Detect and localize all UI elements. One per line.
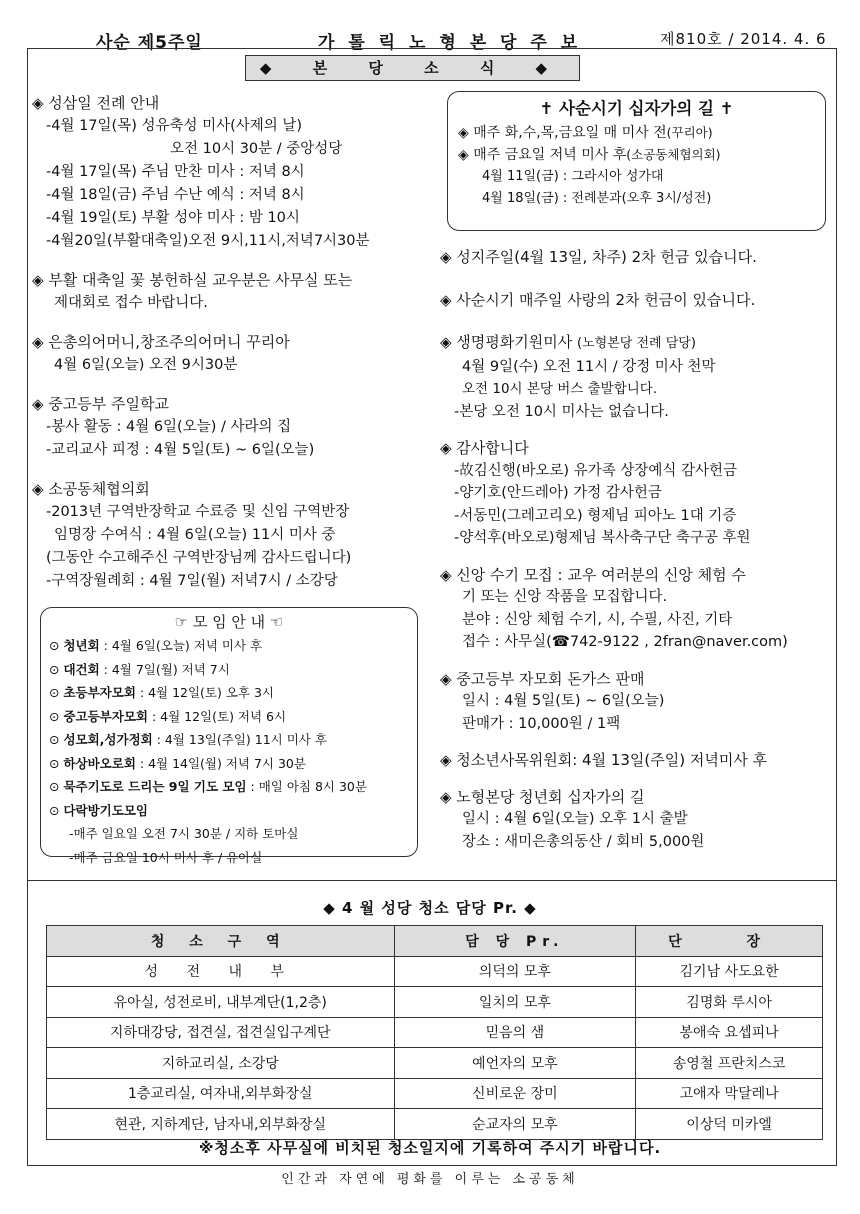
community-section (32, 478, 432, 593)
left-column (32, 92, 432, 593)
table-row (47, 956, 823, 987)
table-cell: 믿음의 샘 (394, 1017, 636, 1048)
meeting-detail: : 4월 7일(월) 저녁 7시 (99, 661, 230, 677)
table-cell: 송영철 프란치스코 (636, 1048, 823, 1079)
meeting-detail: : 4월 14일(월) 저녁 7시 30분 (135, 755, 306, 771)
cutlet-sale-section (440, 668, 835, 736)
community-line: -2013년 구역반장학교 수료증 및 신임 구역반장 (46, 504, 350, 520)
youth-cross-line: 일시 : 4월 6일(오늘) 오후 1시 출발 (462, 811, 688, 827)
meeting-detail: : 4월 12일(토) 저녁 6시 (147, 708, 287, 724)
table-cell: 고애자 막달레나 (636, 1078, 823, 1109)
peace-mass-title: ◈ 생명평화기원미사 (노형본당 전례 담당) (440, 333, 696, 351)
peace-mass-section (440, 331, 835, 423)
table-cell: 1층교리실, 여자내,외부화장실 (47, 1078, 395, 1109)
rosary-line: 4월 6일(오늘) 오전 9시30분 (54, 357, 238, 373)
community-line: 임명장 수여식 : 4월 6일(오늘) 11시 미사 중 (54, 527, 336, 543)
meeting-detail: : 4월 13일(주일) 11시 미사 후 (152, 732, 327, 747)
meeting-item: ⊙ 청년회 : 4월 6일(오늘) 저녁 미사 후 (49, 638, 263, 653)
meeting-name: 대건회 (63, 661, 100, 677)
cleaning-table (46, 925, 823, 1140)
footer-motto: 인간과 자연에 평화를 이루는 소공동체 (281, 1172, 579, 1187)
table-cell: 봉애숙 요셉피나 (636, 1017, 823, 1048)
meeting-item: ⊙ 대건회 : 4월 7일(월) 저녁 7시 (49, 661, 230, 677)
table-cell: 김명화 루시아 (636, 987, 823, 1018)
thanks-title: ◈ 감사합니다 (440, 439, 529, 457)
sundayschool-section (32, 393, 432, 462)
triduum-section (32, 92, 432, 253)
meeting-name: 다락방기도모임 (63, 802, 148, 818)
meeting-name: 중고등부자모회 (63, 708, 148, 724)
column-header: 청 소 구 역 (47, 926, 395, 957)
cutlet-sale-line: 일시 : 4월 5일(토) ~ 6일(오늘) (462, 693, 665, 709)
table-cell: 성 전 내 부 (47, 956, 395, 987)
lent-collection-notice: ◈ 사순시기 매주일 사랑의 2차 헌금이 있습니다. (440, 290, 756, 309)
essay-line: 접수 : 사무실(☎742-9122 , 2fran@naver.com) (462, 634, 788, 650)
week-label: 사순 제5주일 (96, 33, 203, 53)
meeting-item: ⊙ 하상바오로회 : 4월 14일(월) 저녁 7시 30분 (49, 755, 306, 771)
cutlet-sale-title: ◈ 중고등부 자모회 돈가스 판매 (440, 669, 645, 688)
flowers-title: ◈ 부활 대축일 꽃 봉헌하실 교우분은 사무실 또는 (32, 271, 353, 289)
table-row (47, 1017, 823, 1048)
meetings-box (40, 607, 418, 865)
lent-line: ◈ 매주 화,수,목,금요일 매 미사 전(꾸리아) (458, 125, 713, 141)
table-cell: 김기남 사도요한 (636, 956, 823, 987)
lent-line: ◈ 매주 금요일 저녁 미사 후(소공동체협의회) (458, 147, 721, 163)
table-cell: 유아실, 성전로비, 내부계단(1,2층) (47, 987, 395, 1018)
sundayschool-line: -교리교사 피정 : 4월 5일(토) ~ 6일(오늘) (46, 442, 315, 458)
column-header: 담 당 Pr. (394, 926, 636, 957)
triduum-line: -4월 17일(목) 성유축성 미사(사제의 날) (46, 118, 303, 134)
lent-box-title: ✝ 사순시기 십자가의 길 ✝ (539, 99, 734, 118)
youth-cross-section (440, 786, 835, 854)
meeting-name: 초등부자모회 (63, 685, 136, 700)
community-line: (그동안 수고해주신 구역반장님께 감사드립니다) (46, 550, 352, 566)
section-divider (27, 880, 837, 881)
peace-mass-line: -본당 오전 10시 미사는 없습니다. (454, 403, 669, 420)
table-cell: 순교자의 모후 (394, 1109, 636, 1140)
palm-sunday-notice: ◈ 성지주일(4월 13일, 차주) 2차 헌금 있습니다. (440, 248, 757, 266)
triduum-line: -4월 17일(목) 주님 만찬 미사 : 저녁 8시 (46, 164, 305, 180)
peace-mass-line: 오전 10시 본당 버스 출발합니다. (462, 381, 658, 397)
table-row (47, 1109, 823, 1140)
meeting-item: ⊙ 성모회,성가정회 : 4월 13일(주일) 11시 미사 후 (49, 732, 327, 747)
sundayschool-title: ◈ 중고등부 주일학교 (32, 395, 169, 413)
essay-line: 기 또는 신앙 작품을 모집합니다. (462, 589, 668, 605)
meeting-name: 청년회 (63, 638, 100, 653)
cleaning-title: ◆ 4 월 성당 청소 담당 Pr. ◆ (323, 899, 537, 917)
table-cell: 예언자의 모후 (394, 1048, 636, 1079)
table-cell: 지하교리실, 소강당 (47, 1048, 395, 1079)
cleaning-note: ※청소후 사무실에 비치된 청소일지에 기록하여 주시기 바랍니다. (198, 1139, 662, 1157)
right-column (440, 246, 835, 853)
youth-committee-notice: ◈ 청소년사목위원회: 4월 13일(주일) 저녁미사 후 (440, 751, 768, 769)
thanks-line: -故김신행(바오로) 유가족 상장예식 감사헌금 (454, 462, 737, 479)
peace-mass-line: 4월 9일(수) 오전 11시 / 강정 미사 천막 (462, 358, 716, 375)
meeting-detail: : 4월 6일(오늘) 저녁 미사 후 (99, 638, 263, 653)
table-cell: 신비로운 장미 (394, 1078, 636, 1109)
bulletin-title: 가 톨 릭 노 형 본 당 주 보 (318, 33, 582, 53)
thanks-line: -양기호(안드레아) 가정 감사헌금 (454, 485, 662, 501)
table-header-row (47, 926, 823, 957)
thanks-line: -양석후(바오로)형제님 복사축구단 축구공 후원 (454, 530, 751, 546)
community-line: -구역장월례회 : 4월 7일(월) 저녁7시 / 소강당 (46, 573, 338, 589)
meeting-item: ⊙ 다락방기도모임 (49, 802, 148, 818)
table-cell: 현관, 지하계단, 남자내,외부화장실 (47, 1109, 395, 1140)
flowers-line: 제대회로 접수 바랍니다. (54, 295, 208, 311)
meeting-name: 성모회,성가정회 (63, 732, 153, 747)
meeting-item: ⊙ 초등부자모회 : 4월 12일(토) 오후 3시 (49, 685, 274, 700)
stations-of-cross-box (447, 91, 826, 231)
table-row (47, 1048, 823, 1079)
essay-line: 분야 : 신앙 체험 수기, 시, 수필, 사진, 기타 (462, 611, 733, 628)
table-row (47, 1078, 823, 1109)
community-title: ◈ 소공동체협의회 (32, 480, 150, 498)
issue-number: 제810호 / 2014. 4. 6 (660, 30, 827, 48)
flowers-section (32, 269, 432, 315)
youth-cross-title: ◈ 노형본당 청년회 십자가의 길 (440, 787, 645, 806)
meetings-title: ☞ 모 임 안 내 ☜ (174, 613, 284, 631)
lent-date: 4월 11일(금) : 그라시아 성가대 (482, 169, 664, 184)
thanks-line: -서동민(그레고리오) 형제님 피아노 1대 기증 (454, 507, 737, 524)
table-row (47, 987, 823, 1018)
essay-title: ◈ 신앙 수기 모집 : 교우 여러분의 신앙 체험 수 (440, 565, 746, 584)
meeting-detail: : 4월 12일(토) 오후 3시 (135, 685, 274, 700)
table-cell: 의덕의 모후 (394, 956, 636, 987)
meeting-item: ⊙ 묵주기도로 드리는 9일 기도 모임 : 매일 아침 8시 30분 (49, 779, 367, 794)
rosary-title: ◈ 은총의어머니,창조주의어머니 꾸리아 (32, 333, 290, 351)
triduum-line: -4월 19일(토) 부활 성야 미사 : 밤 10시 (46, 210, 300, 226)
essay-section (440, 564, 835, 654)
meeting-sub: -매주 금요일 10시 미사 후 / 유아실 (69, 849, 263, 865)
triduum-line: -4월 18일(금) 주님 수난 예식 : 저녁 8시 (46, 187, 305, 203)
thanks-section (440, 437, 835, 550)
column-header: 단 장 (636, 926, 823, 957)
meeting-sub: -매주 일요일 오전 7시 30분 / 지하 토마실 (69, 826, 299, 841)
lent-date: 4월 18일(금) : 전례분과(오후 3시/성전) (482, 191, 712, 206)
sundayschool-line: -봉사 활동 : 4월 6일(오늘) / 사라의 집 (46, 419, 292, 435)
meeting-name: 묵주기도로 드리는 9일 기도 모임 (63, 779, 247, 794)
parish-news-banner: ◆ 본 당 소 식 ◆ (245, 55, 580, 81)
table-cell: 이상덕 미카엘 (636, 1109, 823, 1140)
table-cell: 지하대강당, 접견실, 접견실입구계단 (47, 1017, 395, 1048)
table-cell: 일치의 모후 (394, 987, 636, 1018)
cutlet-sale-line: 판매가 : 10,000원 / 1팩 (462, 715, 621, 732)
triduum-line: -4월20일(부활대축일)오전 9시,11시,저녁7시30분 (46, 233, 370, 249)
rosary-section (32, 331, 432, 377)
meeting-name: 하상바오로회 (63, 755, 136, 771)
triduum-line: 오전 10시 30분 / 중앙성당 (170, 141, 343, 157)
meeting-detail: : 매일 아침 8시 30분 (246, 779, 367, 794)
meeting-item: ⊙ 중고등부자모회 : 4월 12일(토) 저녁 6시 (49, 708, 287, 724)
triduum-title: ◈ 성삼일 전례 안내 (32, 94, 160, 112)
youth-cross-line: 장소 : 새미은총의동산 / 회비 5,000원 (462, 833, 705, 850)
